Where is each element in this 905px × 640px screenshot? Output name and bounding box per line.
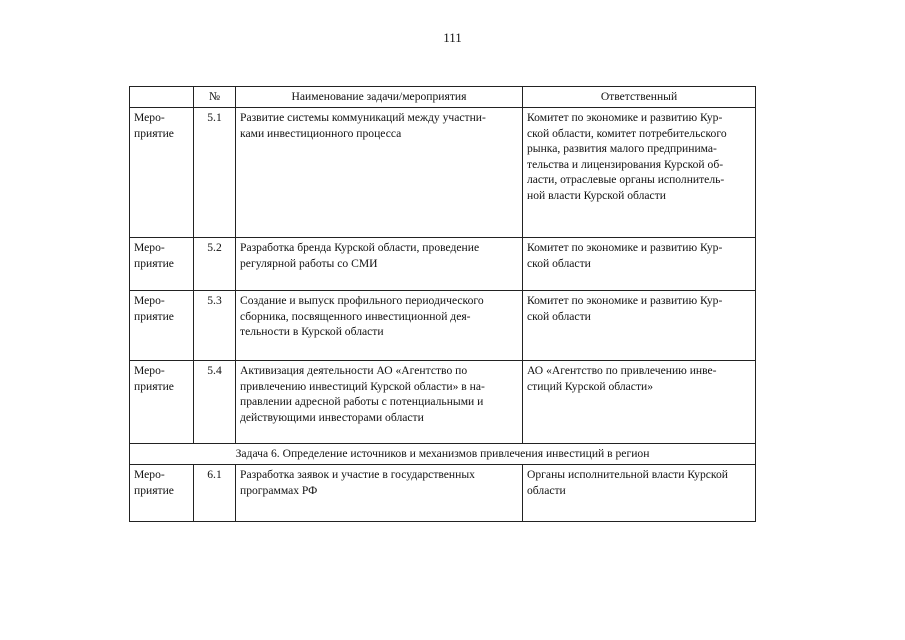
- row-responsible: Органы исполнительной власти Курской области: [523, 465, 756, 522]
- row-responsible: Комитет по экономике и развитию Кур- ской области: [523, 291, 756, 361]
- row-responsible: Комитет по экономике и развитию Кур- ской области: [523, 238, 756, 291]
- row-number: 6.1: [194, 465, 236, 522]
- activities-table: [129, 86, 756, 522]
- row-name: Развитие системы коммуникаций между участни- ками инвестиционного процесса: [236, 108, 523, 238]
- header-number: №: [194, 87, 236, 108]
- table-row: [130, 465, 756, 522]
- table-row: [130, 361, 756, 444]
- table-row: [130, 291, 756, 361]
- row-responsible: Комитет по экономике и развитию Кур- ской области, комитет потребительского рынка, развития малого предпринима- тельства и лицензирования Курской об- ласти, отраслевые органы исполнитель- ной власти Курской области: [523, 108, 756, 238]
- row-number: 5.4: [194, 361, 236, 444]
- header-type: [130, 87, 194, 108]
- header-name: Наименование задачи/мероприятия: [236, 87, 523, 108]
- section-title: Задача 6. Определение источников и механизмов привлечения инвестиций в регион: [130, 444, 756, 465]
- row-number: 5.2: [194, 238, 236, 291]
- row-type: Меро- приятие: [130, 238, 194, 291]
- table-header-row: [130, 87, 756, 108]
- row-responsible: АО «Агентство по привлечению инве- стиций Курской области»: [523, 361, 756, 444]
- row-name: Разработка заявок и участие в государственных программах РФ: [236, 465, 523, 522]
- row-type: Меро- приятие: [130, 361, 194, 444]
- row-name: Активизация деятельности АО «Агентство по привлечению инвестиций Курской области» в на- правлении адресной работы с потенциальными и действующими инвесторами области: [236, 361, 523, 444]
- row-name: Разработка бренда Курской области, проведение регулярной работы со СМИ: [236, 238, 523, 291]
- header-responsible: Ответственный: [523, 87, 756, 108]
- table-row: [130, 238, 756, 291]
- page-number: 111: [443, 30, 462, 45]
- row-name: Создание и выпуск профильного периодического сборника, посвященного инвестиционной дея- тельности в Курской области: [236, 291, 523, 361]
- row-number: 5.3: [194, 291, 236, 361]
- row-number: 5.1: [194, 108, 236, 238]
- row-type: Меро- приятие: [130, 465, 194, 522]
- section-row: [130, 444, 756, 465]
- row-type: Меро- приятие: [130, 291, 194, 361]
- table-row: [130, 108, 756, 238]
- row-type: Меро- приятие: [130, 108, 194, 238]
